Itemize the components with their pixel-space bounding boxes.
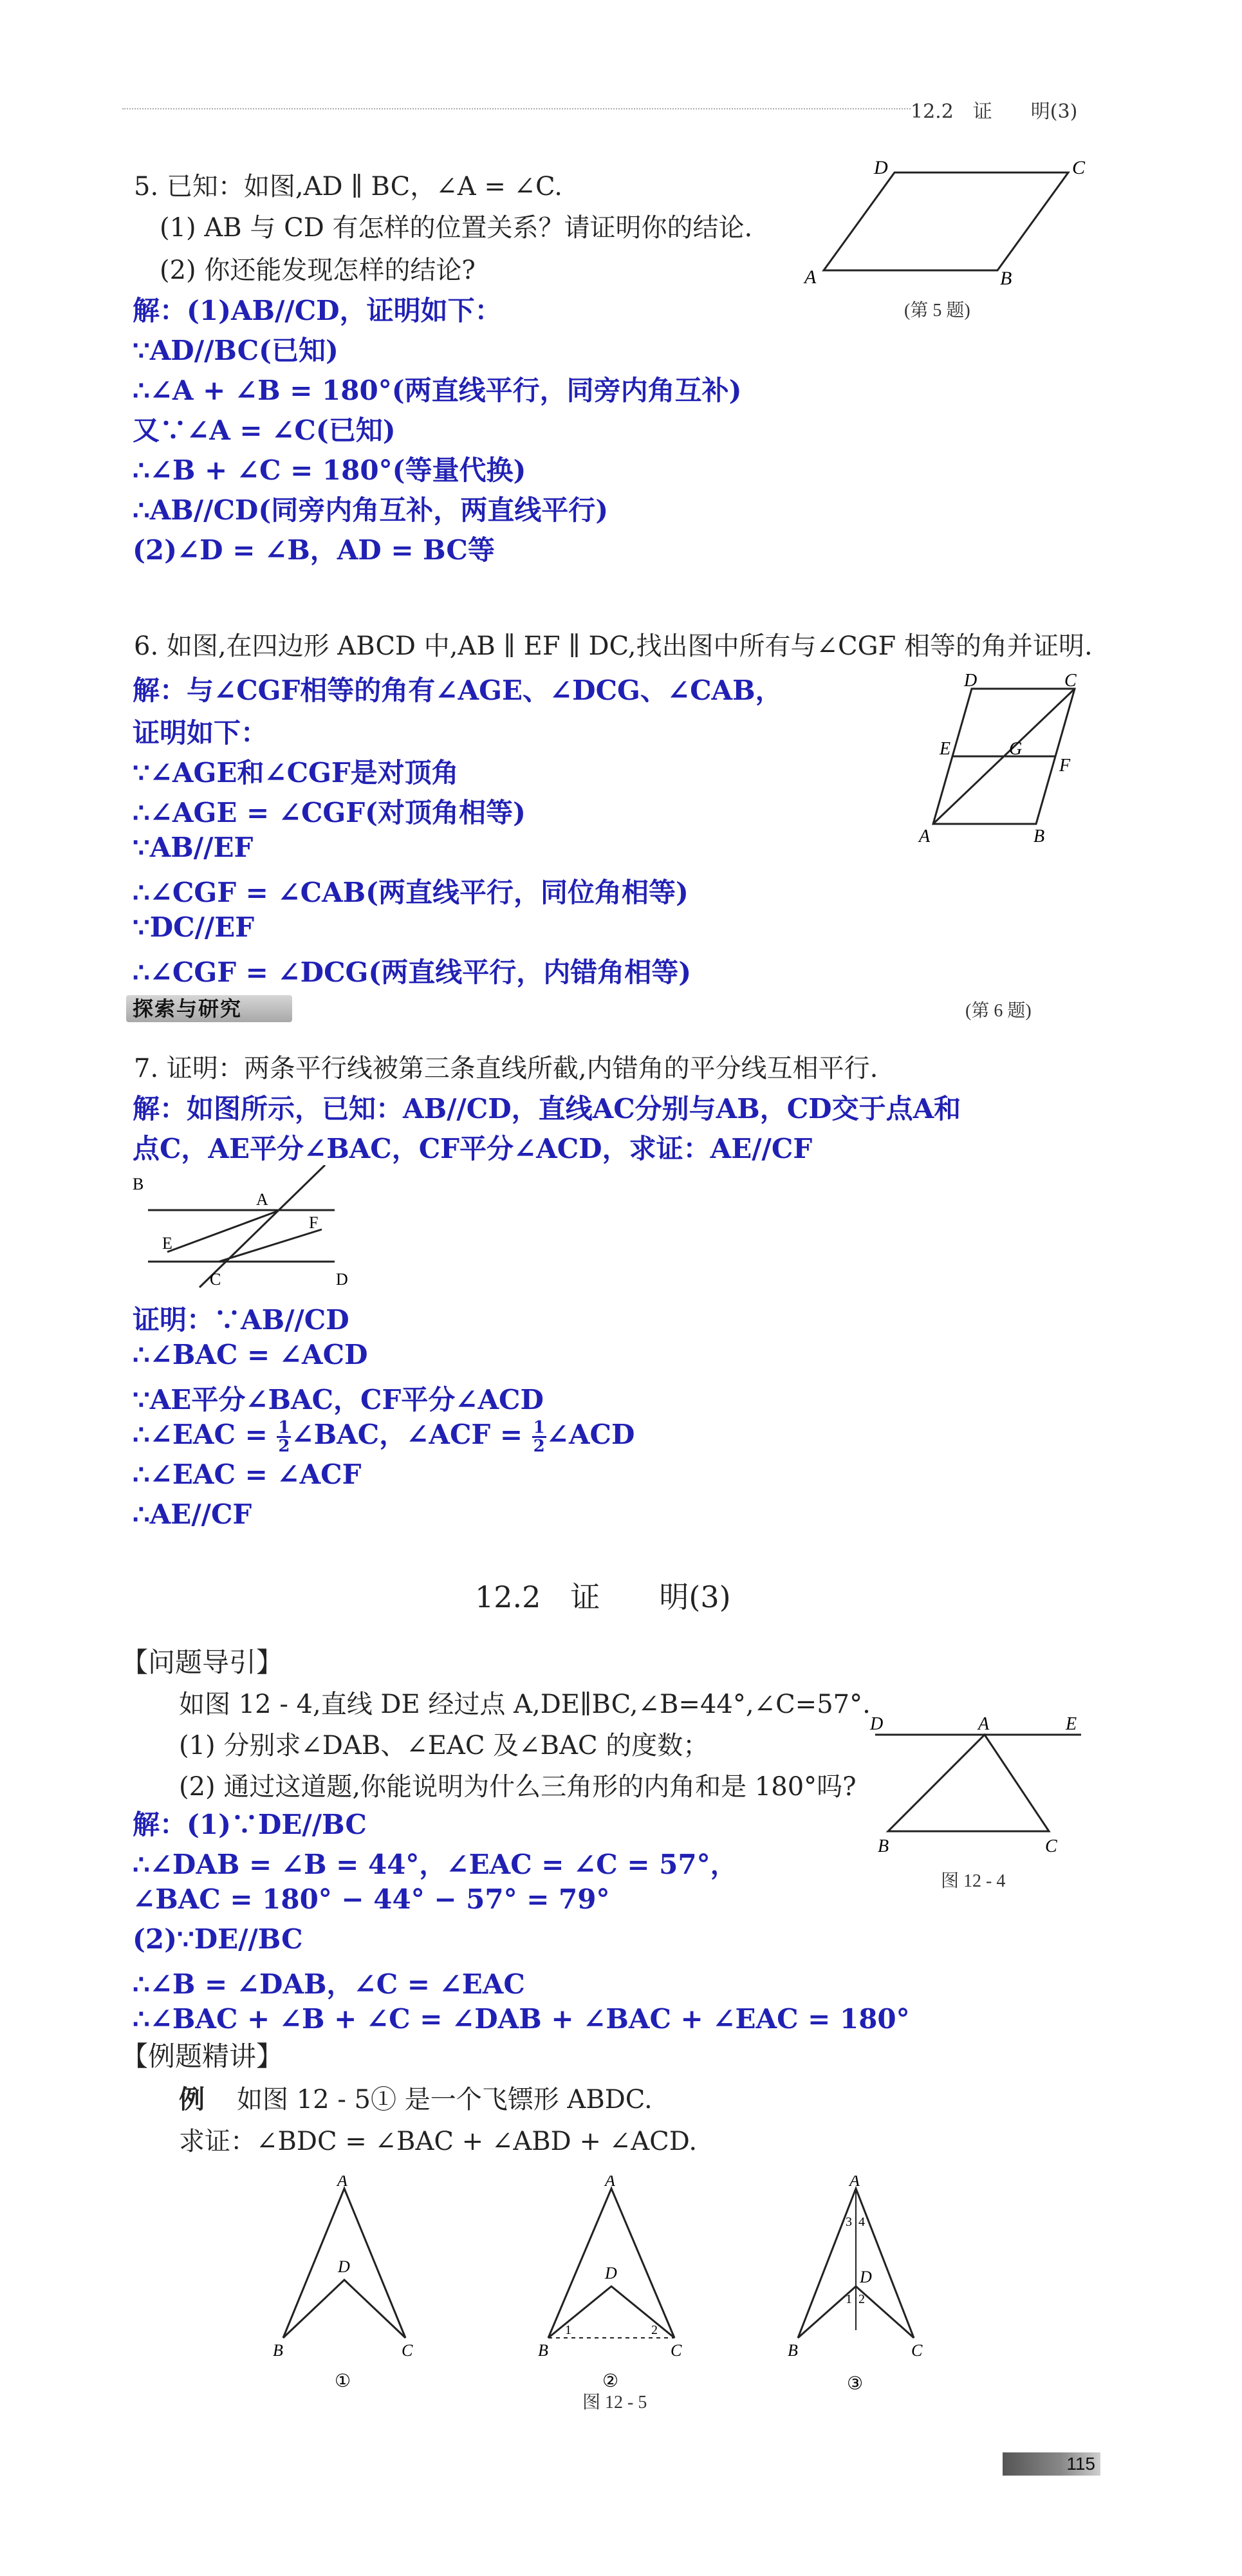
example-prove: 求证：∠BDC = ∠BAC + ∠ABD + ∠ACD.	[179, 2127, 698, 2156]
guide-line: (2) 通过这道题,你能说明为什么三角形的内角和是 180°吗?	[179, 1772, 857, 1802]
q6-answer-line: ∴∠CGF = ∠CAB(两直线平行，同位角相等)	[133, 877, 689, 908]
q7-label-A: A	[256, 1190, 268, 1209]
q7-proof-line: 证明：∵AB//CD	[133, 1304, 349, 1336]
q6-label-B: B	[1033, 826, 1045, 846]
q6-title: 6. 如图,在四边形 ABCD 中,AB ∥ EF ∥ DC,找出图中所有与∠CGF 相等的角并证明.	[134, 631, 1093, 661]
guide-answer-line: (2)∵DE//BC	[133, 1923, 303, 1955]
page-number-badge	[1003, 2452, 1100, 2476]
half-fraction: $\frac{1}{2}$	[278, 1417, 290, 1456]
q7-figure	[129, 1165, 373, 1294]
q5-sub2: (2) 你还能发现怎样的结论?	[160, 256, 476, 285]
q5-answer-line: ∴∠A + ∠B = 180°(两直线平行，同旁内角互补)	[133, 375, 742, 406]
guide-line: (1) 分别求∠DAB、∠EAC 及∠BAC 的度数；	[179, 1731, 709, 1760]
fig125-caption: 图 12 - 5	[582, 2393, 647, 2413]
q5-answer-line: 解：(1)AB//CD，证明如下：	[133, 295, 502, 326]
fig124-label-B: B	[878, 1836, 889, 1856]
fig125-3-C: C	[911, 2341, 923, 2360]
q5-label-A: A	[804, 266, 817, 288]
fig125-3-angle3: 3	[846, 2215, 852, 2229]
q5-answer-line: ∴AB//CD(同旁内角互补，两直线平行)	[133, 494, 609, 526]
fig125-3-angle2: 2	[858, 2292, 865, 2306]
q6-label-A: A	[919, 826, 931, 846]
q6-label-C: C	[1064, 671, 1077, 691]
q7-proof-line: ∴∠BAC = ∠ACD	[133, 1339, 368, 1370]
fig-12-4	[862, 1709, 1094, 1863]
q7-proof-part: ∠BAC，∠ACF =	[291, 1419, 532, 1450]
q7-proof-line: ∴∠EAC = ∠ACF	[133, 1459, 362, 1490]
guide-line: 如图 12 - 4,直线 DE 经过点 A,DE∥BC,∠B=44°,∠C=57°.	[179, 1690, 871, 1719]
q5-caption: (第 5 题)	[904, 301, 970, 321]
fig125-2-angle2: 2	[651, 2323, 658, 2337]
guide-heading: 【问题导引】	[121, 1647, 284, 1678]
fig125-2-angle1: 1	[565, 2323, 571, 2337]
fig125-1-A: A	[337, 2176, 348, 2190]
guide-answer-line: ∴∠B = ∠DAB，∠C = ∠EAC	[133, 1968, 525, 2000]
q6-answer-line: ∵∠AGE和∠CGF是对顶角	[133, 757, 459, 789]
q7-label-B: B	[133, 1175, 144, 1193]
q7-label-C: C	[210, 1270, 221, 1289]
fig125-sub-2: ②	[602, 2371, 619, 2391]
fig125-1-D: D	[338, 2257, 350, 2276]
q6-answer-line: 证明如下：	[133, 717, 268, 749]
fig125-sub-3: ③	[847, 2374, 864, 2394]
q5-answer-line: 又∵∠A = ∠C(已知)	[133, 415, 396, 446]
explore-banner	[126, 995, 292, 1022]
q6-label-D: D	[964, 671, 978, 691]
fig125-3-B: B	[788, 2341, 798, 2360]
q6-answer-line: ∵AB//EF	[133, 832, 254, 863]
example-text: 如图 12 - 5① 是一个飞镖形 ABDC.	[237, 2085, 653, 2114]
q6-label-G: G	[1009, 739, 1023, 759]
fig124-label-E: E	[1066, 1714, 1077, 1734]
fig124-label-D: D	[870, 1714, 884, 1734]
fig125-2-B: B	[538, 2341, 548, 2360]
q7-proof-part: ∴∠EAC =	[133, 1419, 277, 1450]
example-label: 例	[179, 2084, 205, 2114]
fig124-caption: 图 12 - 4	[941, 1871, 1006, 1891]
q7-proof-line: ∵AE平分∠BAC，CF平分∠ACD	[133, 1384, 544, 1415]
q7-label-F: F	[309, 1213, 319, 1232]
guide-answer-line: ∴∠DAB = ∠B = 44°，∠EAC = ∠C = 57°，	[133, 1849, 737, 1880]
fig125-3-A: A	[849, 2176, 860, 2190]
fig-12-5	[257, 2176, 1004, 2407]
q6-answer-line: ∴∠CGF = ∠DCG(两直线平行，内错角相等)	[133, 957, 692, 988]
q5-answer-line: ∴∠B + ∠C = 180°(等量代换)	[133, 454, 526, 486]
fig125-1-C: C	[402, 2341, 413, 2360]
q7-proof-line: ∴AE//CF	[133, 1498, 252, 1530]
q6-answer-line: ∴∠AGE = ∠CGF(对顶角相等)	[133, 797, 526, 828]
q5-title: 5. 已知：如图,AD ∥ BC，∠A = ∠C.	[134, 172, 562, 201]
q7-label-D: D	[336, 1270, 348, 1289]
fig125-3-angle4: 4	[858, 2215, 865, 2229]
q7-proof-fraction-line	[133, 1414, 635, 1455]
q6-label-E: E	[940, 739, 951, 759]
fig125-3-D: D	[860, 2268, 872, 2286]
example-heading: 【例题精讲】	[121, 2040, 284, 2072]
fig125-2-C: C	[671, 2341, 682, 2360]
q5-answer-line: (2)∠D = ∠B，AD = BC等	[133, 534, 495, 566]
q7-answer-intro: 点C，AE平分∠BAC，CF平分∠ACD，求证：AE//CF	[133, 1133, 813, 1164]
section-title: 12.2 证 明(3)	[475, 1580, 731, 1614]
guide-answer-line: ∴∠BAC + ∠B + ∠C = ∠DAB + ∠BAC + ∠EAC = 180°	[133, 2003, 910, 2035]
q5-answer-line: ∵AD//BC(已知)	[133, 335, 338, 366]
fig125-sub-1: ①	[335, 2371, 351, 2391]
half-fraction: $\frac{1}{2}$	[533, 1417, 545, 1456]
q7-proof-part: ∠ACD	[546, 1419, 635, 1450]
q6-caption: (第 6 题)	[965, 1001, 1032, 1021]
fig124-label-C: C	[1045, 1836, 1057, 1856]
fig125-1-B: B	[273, 2341, 283, 2360]
fig125-3-angle1: 1	[846, 2292, 852, 2306]
header-rule	[122, 108, 911, 109]
guide-answer-line: ∠BAC = 180° − 44° − 57° = 79°	[133, 1883, 610, 1915]
fig125-2-D: D	[605, 2264, 617, 2282]
q5-sub1: (1) AB 与 CD 有怎样的位置关系？请证明你的结论.	[160, 213, 753, 243]
q6-answer-line: ∵DC//EF	[133, 911, 255, 943]
q5-label-C: C	[1072, 157, 1086, 178]
header-title: 12.2 证 明(3)	[911, 100, 1078, 123]
q7-answer-intro: 解：如图所示，已知：AB//CD，直线AC分别与AB，CD交于点A和	[133, 1093, 961, 1125]
q7-label-E: E	[162, 1234, 172, 1253]
q5-label-B: B	[1000, 268, 1012, 289]
guide-answer-line: 解：(1)∵DE//BC	[133, 1809, 367, 1840]
q6-figure	[907, 669, 1100, 850]
q6-label-F: F	[1059, 756, 1071, 776]
fig125-2-A: A	[605, 2176, 615, 2190]
q5-figure	[798, 154, 1107, 296]
page-number: 115	[1066, 2454, 1095, 2474]
explore-banner-text: 探索与研究	[133, 996, 243, 1021]
q5-label-D: D	[874, 157, 888, 178]
q6-answer-line: 解：与∠CGF相等的角有∠AGE、∠DCG、∠CAB，	[133, 675, 783, 706]
q7-title: 7. 证明：两条平行线被第三条直线所截,内错角的平分线互相平行.	[134, 1054, 878, 1083]
fig124-label-A: A	[978, 1714, 990, 1734]
